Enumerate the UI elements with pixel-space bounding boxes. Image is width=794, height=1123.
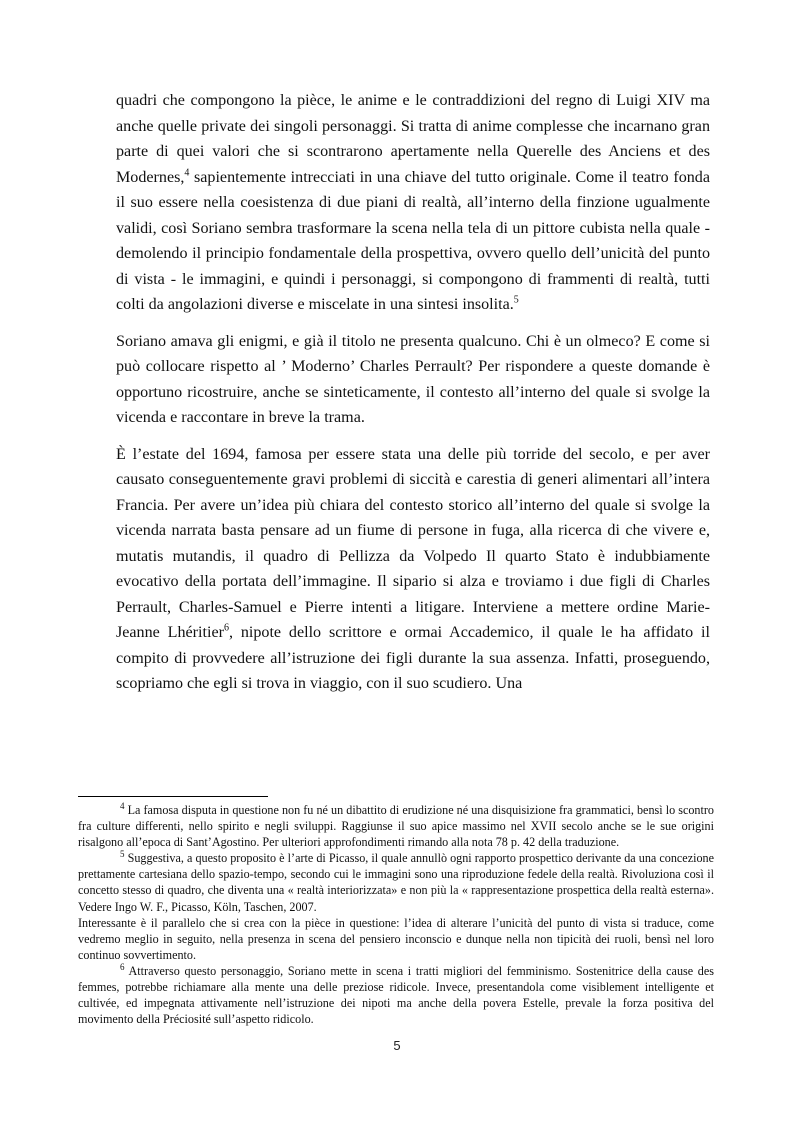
- footnote-5: $^5$ Suggestiva, a questo proposito è l’arte di Picasso, il quale annullò ogni rapporto prospettico derivante da una concezione prettamente cartesiana dello spazio-tempo, secondo cui le immagini sono una riproduzione fedele della realtà. Rivoluziona così il concetto stesso di quadro, che diventa una « realtà interiorizzata» e non più la « rappresentazione prospettica della realtà esterna». Vedere Ingo W. F., Picasso, Köln, Taschen, 2007.: [78, 849, 714, 914]
- footnote-4: $^4$ La famosa disputa in questione non fu né un dibattito di erudizione né una disquisizione fra grammatici, bensì lo scontro fra culture differenti, nello spirito e negli sviluppi. Raggiunse il suo apice massimo nel XVII secolo anche se le sue origini risalgono all’epoca di Sant’Agostino. Per ulteriori approfondimenti rimando alla nota 78 p. 42 della traduzione.: [78, 800, 714, 850]
- paragraph-1: quadri che compongono la pièce, le anime e le contraddizioni del regno di Luigi XIV ma anche quelle private dei singoli personaggi. Si tratta di anime complesse che incarnano gran parte di quei valori che si scontrarono apertamente nella Querelle des Anciens et des Modernes,$^4$ sapientemente intrecciati in una chiave del tutto originale. Come il teatro fonda il suo essere nella coesistenza di due piani di realtà, all’interno della finzione ugualmente validi, così Soriano sembra trasformare la scena nella tela di un pittore cubista nella quale - demolendo il principio fondamentale della prospettiva, ovvero quello dell’unicità del punto di vista - le immagini, e quindi i personaggi, si compongono di frammenti di realtà, tutti colti da angolazioni diverse e miscelate in una sintesi insolita.$^5$: [116, 92, 710, 313]
- footnote-ref-4[interactable]: 4: [184, 167, 190, 179]
- body-text: [116, 88, 710, 708]
- footnotes: [78, 802, 714, 1027]
- footnote-number: 6: [120, 961, 125, 972]
- footnote-6: $^6$ Attraverso questo personaggio, Soriano mette in scena i tratti migliori del femminismo. Sostenitrice della cause des femmes, potrebbe richiamare alla mente una delle preziose ridicole. Invece, presentandola come visiblement intelligente et cultivée, ed impegnata attivamente nell’istruzione dei nipoti ma anche della povera Estelle, prevale la forza positiva del movimento della Préciosité sull’aspetto ridicolo.: [78, 961, 714, 1027]
- footnote-number: 4: [120, 800, 125, 811]
- footnote-ref-6[interactable]: 6: [223, 622, 229, 634]
- paragraph-2: Soriano amava gli enigmi, e già il titolo ne presenta qualcuno. Chi è un olmeco? E come si può collocare rispetto al ’ Moderno’ Charles Perrault? Per rispondere a queste domande è opportuno ricostruire, anche se sinteticamente, il contesto all’interno del quale si svolge la vicenda e raccontare in breve la trama.: [116, 332, 710, 426]
- footnote-number: 5: [120, 849, 125, 860]
- paragraph-3: È l’estate del 1694, famosa per essere stata una delle più torride del secolo, e per aver causato conseguentemente gravi problemi di siccità e carestia di generi alimentari all’intera Francia. Per avere un’idea più chiara del contesto storico all’interno del quale si svolge la vicenda narrata basta pensare ad un fiume di persone in fuga, alla ricerca di che vivere e, mutatis mutandis, il quadro di Pellizza da Volpedo Il quarto Stato è indubbiamente evocativo della portata dell’immagine. Il sipario si alza e troviamo i due figli di Charles Perrault, Charles-Samuel e Pierre intenti a litigare. Interviene a mettere ordine Marie-Jeanne Lhéritier$^6$, nipote dello scrittore e ormai Accademico, il quale le ha affidato il compito di provvedere all’istruzione dei figli durante la sua assenza. Infatti, proseguendo, scopriamo che egli si trova in viaggio, con il suo scudiero. Una: [116, 445, 710, 692]
- footnote-5-continuation: Interessante è il parallelo che si crea con la pièce in questione: l’idea di alterare l’unicità del punto di vista si traduce, come vedremo meglio in seguito, nella presenza in scena del pensiero inconscio e dunque nella non tipicità dei ruoli, bensì nel loro continuo sovvertimento.: [78, 915, 714, 962]
- page-number: 5: [393, 1038, 401, 1053]
- footnote-separator: [78, 796, 268, 797]
- footnote-ref-5[interactable]: 5: [513, 294, 519, 306]
